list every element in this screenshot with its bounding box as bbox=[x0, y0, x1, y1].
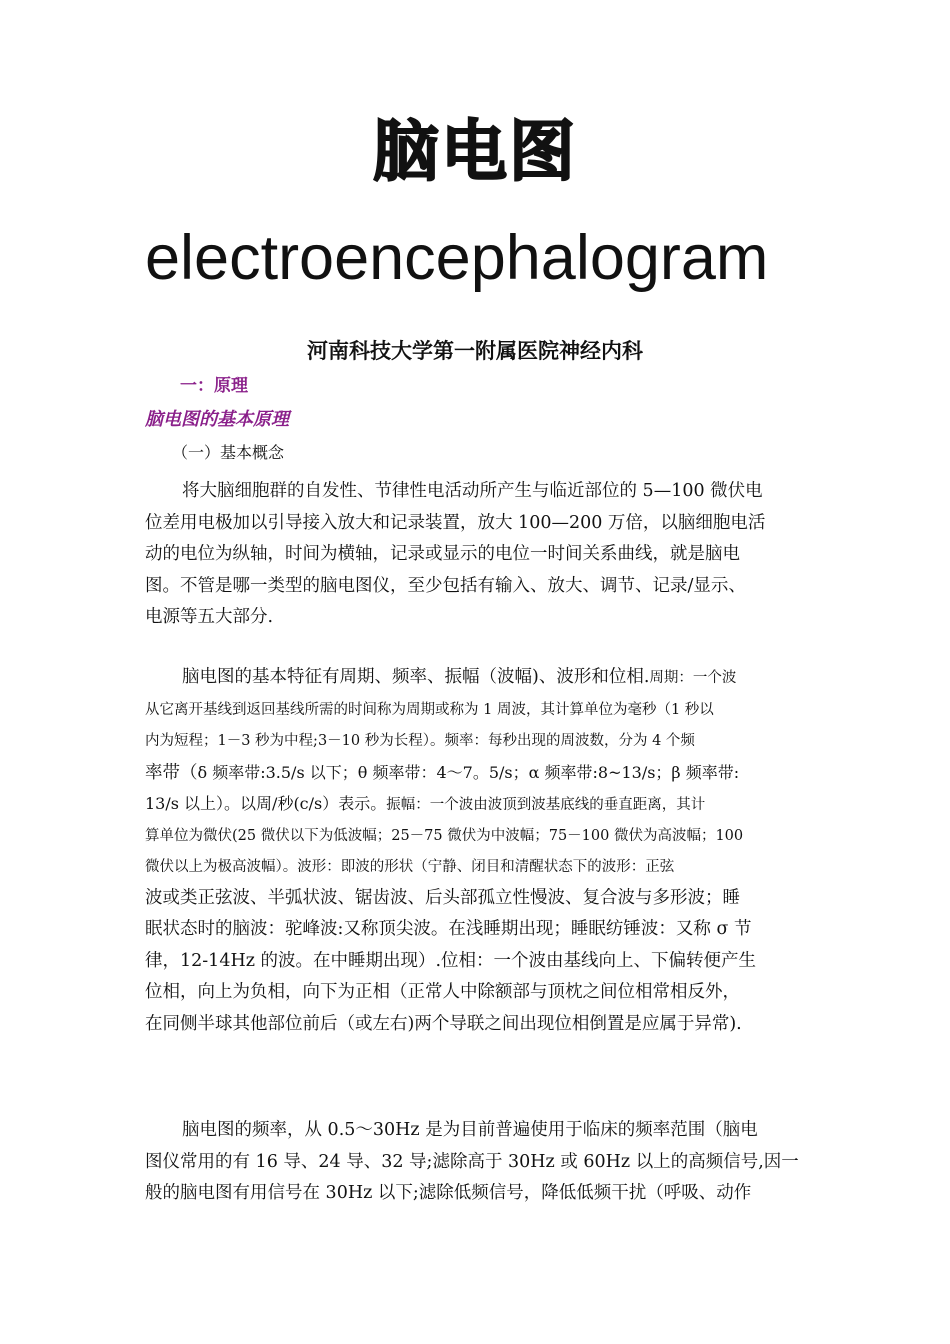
section-heading-basic-principle: 脑电图的基本原理 bbox=[145, 409, 289, 430]
line-text: 13/s 以上）。以周/秒(c/s）表示。 bbox=[145, 794, 387, 813]
paragraph-line: 电源等五大部分. bbox=[145, 607, 274, 627]
paragraph-line bbox=[145, 914, 807, 946]
paragraph-line bbox=[145, 851, 807, 883]
line-text-small: 微伏以上为极高波幅）。波形：即波的形状（宁静、闭目和清醒状态下的波形：正弦 bbox=[145, 859, 675, 875]
paragraph-line: 将大脑细胞群的自发性、节律性电活动所产生与临近部位的 5—100 微伏电 bbox=[182, 481, 763, 501]
line-text-small: 周期：一个波 bbox=[649, 670, 737, 686]
paragraph-line: 动的电位为纵轴，时间为横轴，记录或显示的电位一时间关系曲线，就是脑电 bbox=[145, 544, 740, 564]
paragraph-features bbox=[145, 662, 807, 1040]
line-text-small: 从它离开基线到返回基线所需的时间称为周期或称为 1 周波，其计算单位为毫秒（1 秒以 bbox=[145, 701, 714, 718]
institution-subtitle: 河南科技大学第一附属医院神经内科 bbox=[307, 338, 643, 363]
paragraph-line: 图。不管是哪一类型的脑电图仪，至少包括有输入、放大、调节、记录/显示、 bbox=[145, 575, 746, 596]
line-text-small: 内为短程；1－3 秒为中程;3－10 秒为长程）。频率：每秒出现的周波数，分为 4 个频 bbox=[145, 733, 695, 749]
line-text-small: 算单位为微伏(25 微伏以下为低波幅；25－75 微伏为中波幅；75－100 微伏为高波幅；100 bbox=[145, 827, 744, 844]
line-text: 眠状态时的脑波：驼峰波:又称顶尖波。在浅睡期出现；睡眠纺锤波：又称 σ 节 bbox=[145, 919, 752, 939]
subsection-heading-basic-concept: （一）基本概念 bbox=[172, 443, 285, 462]
paragraph-line: 脑电图的频率，从 0.5～30Hz 是为目前普遍使用于临床的频率范围（脑电 bbox=[182, 1120, 758, 1140]
paragraph-line bbox=[145, 694, 807, 726]
title-english: electroencephalogram bbox=[145, 223, 769, 293]
line-text: 脑电图的基本特征有周期、频率、振幅（波幅)、波形和位相. bbox=[182, 667, 650, 687]
paragraph-line bbox=[145, 977, 807, 1009]
paragraph-line: 位差用电极加以引导接入放大和记录装置，放大 100—200 万倍，以脑细胞电活 bbox=[145, 512, 766, 533]
title-chinese: 脑电图 bbox=[373, 113, 577, 190]
paragraph-line bbox=[145, 662, 807, 694]
paragraph-frequency bbox=[145, 1115, 807, 1210]
paragraph-line: 图仪常用的有 16 导、24 导、32 导;滤除高于 30Hz 或 60Hz 以上的高频信号,因一 bbox=[145, 1151, 799, 1172]
line-text: 率带（ bbox=[145, 762, 198, 783]
paragraph-line bbox=[145, 788, 807, 820]
line-text: 律，12-14Hz 的波。在中睡期出现）.位相：一个波由基线向上、下偏转便产生 bbox=[145, 950, 757, 971]
line-text: 位相，向上为负相，向下为正相（正常人中除额部与顶枕之间位相常相反外， bbox=[145, 982, 740, 1002]
paragraph-line bbox=[145, 757, 807, 789]
paragraph-line bbox=[145, 820, 807, 852]
paragraph-line bbox=[145, 1009, 807, 1041]
paragraph-line: 般的脑电图有用信号在 30Hz 以下;滤除低频信号，降低低频干扰（呼吸、动作 bbox=[145, 1183, 752, 1203]
paragraph-line bbox=[145, 725, 807, 757]
paragraph-line bbox=[145, 946, 807, 978]
line-text: 在同侧半球其他部位前后（或左右)两个导联之间出现位相倒置是应属于异常). bbox=[145, 1013, 742, 1034]
section-heading-principle: 一：原理 bbox=[180, 376, 248, 396]
line-text-small: δ 频率带:3.5/s 以下；θ 频率带：4～7。5/s；α 频率带:8~13/s；β 频率带: bbox=[197, 762, 740, 782]
paragraph-definition bbox=[145, 476, 807, 634]
line-text-small: 振幅：一个波由波顶到波基底线的垂直距离，其计 bbox=[386, 797, 706, 813]
paragraph-line bbox=[145, 883, 807, 915]
line-text: 波或类正弦波、半弧状波、锯齿波、后头部孤立性慢波、复合波与多形波；睡 bbox=[145, 887, 740, 908]
